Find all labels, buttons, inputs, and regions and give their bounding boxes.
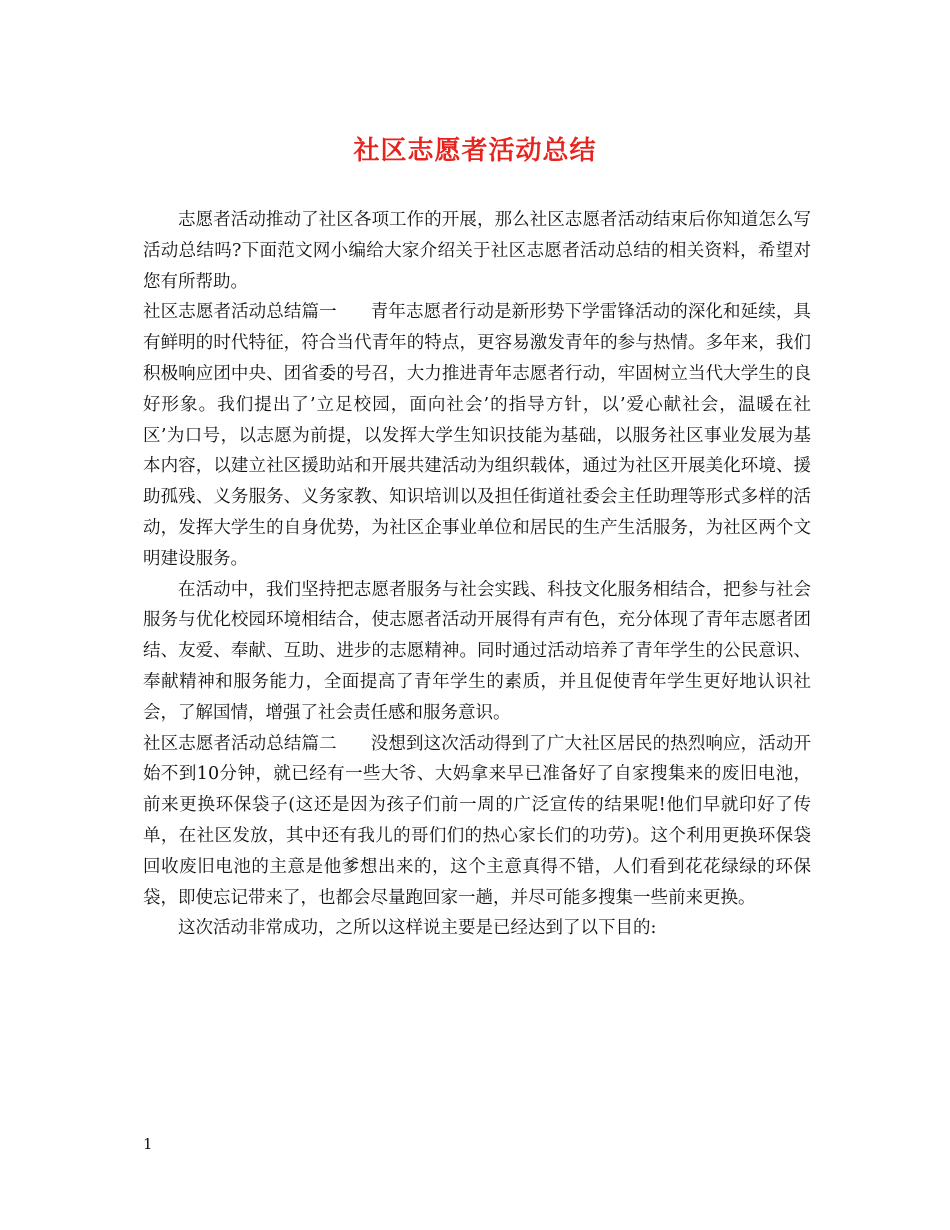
section2-heading: 社区志愿者活动总结篇二 (143, 733, 337, 754)
section1-text: 青年志愿者行动是新形势下学雷锋活动的深化和延续，具有鲜明的时代特征，符合当代青年的特点，更容易激发青年的参与热情。多年来，我们积极响应团中央、团省委的号召，大力推进青年志愿者行动，牢固树立当代大学生的良好形象。我们提出了’立足校园，面向社会’的指导方针，以’爱心献社会，温暖在社区’为口号，以志愿为前提，以发挥大学生知识技能为基础，以服务社区事业发展为基本内容，以建立社区援助站和开展共建活动为组织载体，通过为社区开展美化环境、援助孤残、义务服务、义务家教、知识培训以及担任街道社委会主任助理等形式多样的活动，发挥大学生的自身优势，为社区企事业单位和居民的生产生活服务，为社区两个文明建设服务。 (143, 302, 812, 569)
section1-paragraph (143, 297, 811, 574)
page-number: 1 (143, 1135, 153, 1153)
document-body (143, 205, 811, 944)
section2-paragraph-2: 这次活动非常成功，之所以这样说主要是已经达到了以下目的: (178, 918, 657, 939)
section1-paragraph-2: 在活动中，我们坚持把志愿者服务与社会实践、科技文化服务相结合，把参与社会服务与优化校园环境相结合，使志愿者活动开展得有声有色，充分体现了青年志愿者团结、友爱、奉献、互助、进步的志愿精神。同时通过活动培养了青年学生的公民意识、奉献精神和服务能力，全面提高了青年学生的素质，并且促使青年学生更好地认识社会，了解国情，增强了社会责任感和服务意识。 (143, 579, 811, 723)
intro-paragraph: 志愿者活动推动了社区各项工作的开展，那么社区志愿者活动结束后你知道怎么写活动总结吗?下面范文网小编给大家介绍关于社区志愿者活动总结的相关资料，希望对您有所帮助。 (143, 210, 811, 292)
section2-text: 没想到这次活动得到了广大社区居民的热烈响应，活动开始不到10分钟，就已经有一些大爷、大妈拿来早已准备好了自家搜集来的废旧电池，前来更换环保袋子(这还是因为孩子们前一周的广泛宣传的结果呢!他们早就印好了传单，在社区发放，其中还有我儿的哥们们的热心家长们的功劳)。这个利用更换环保袋回收废旧电池的主意是他爹想出来的，这个主意真得不错，人们看到花花绿绿的环保袋，即使忘记带来了，也都会尽量跑回家一趟，并尽可能多搜集一些前来更换。 (143, 733, 812, 908)
section2-paragraph (143, 729, 811, 914)
document-title: 社区志愿者活动总结 (353, 136, 597, 166)
section1-heading: 社区志愿者活动总结篇一 (143, 302, 337, 323)
